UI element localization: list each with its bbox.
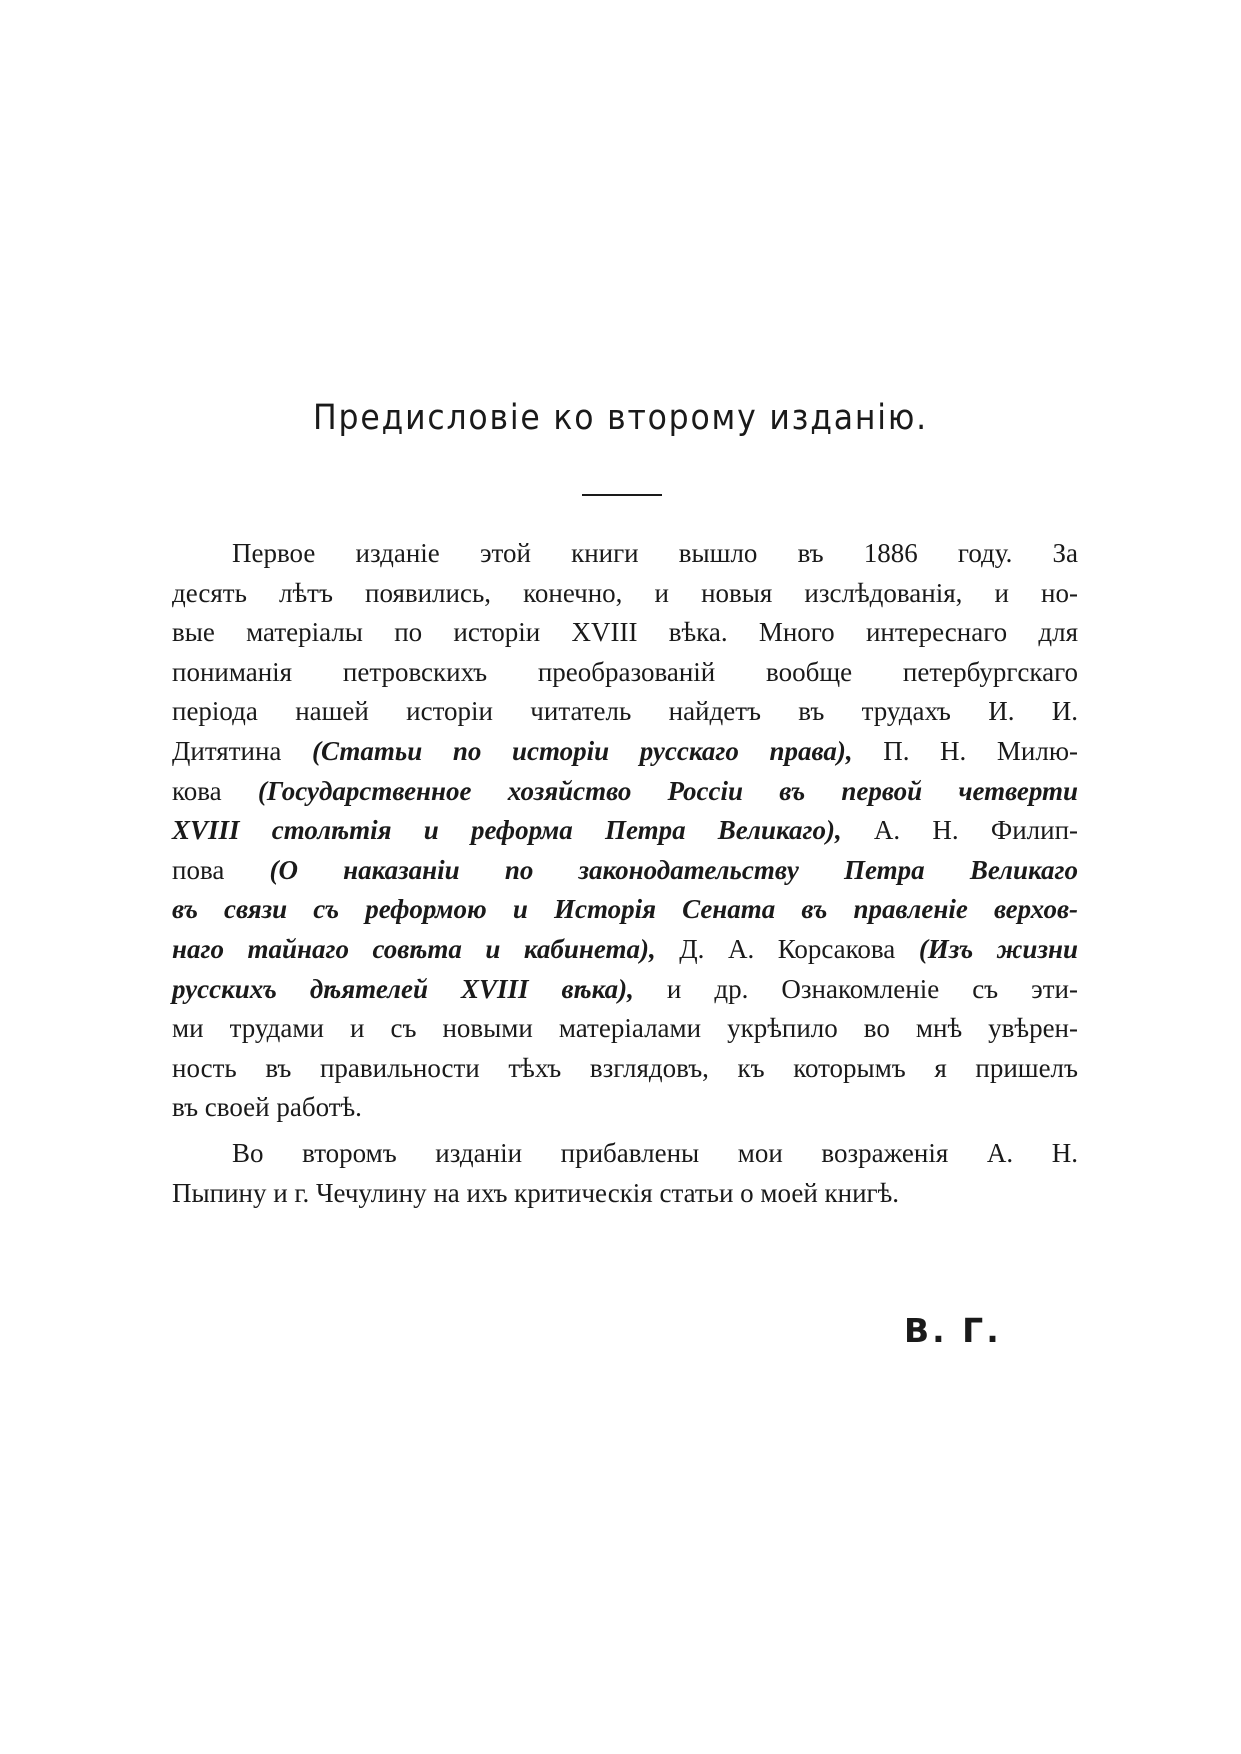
text-run: пова <box>172 854 270 885</box>
italic-title: (Изъ жизни <box>918 933 1078 964</box>
text-run: ность въ правильности тѣхъ взглядовъ, къ которымъ я пришелъ <box>172 1052 1078 1083</box>
text-run: періода нашей исторіи читатель найдетъ въ трудахъ И. И. <box>172 696 1078 727</box>
preface-body <box>172 534 1078 1213</box>
heading-rule <box>582 494 662 496</box>
text-run: Во второмъ изданіи прибавлены мои возраженія А. Н. <box>232 1137 1078 1168</box>
text-line <box>172 534 1078 574</box>
italic-title: наго тайнаго совѣта и кабинета), <box>172 933 656 964</box>
text-line <box>172 772 1078 812</box>
paragraph <box>172 534 1078 1128</box>
text-run: Дитятина <box>172 735 313 766</box>
text-line <box>172 890 1078 930</box>
text-run: кова <box>172 775 258 806</box>
text-line <box>172 1134 1078 1174</box>
text-run: Пыпину и г. Чечулину на ихъ критическія статьи о моей книгѣ. <box>172 1177 900 1208</box>
italic-title: (О наказаніи по законодательству Петра Великаго <box>269 854 1078 885</box>
text-run: пониманія петровскихъ преобразованій вообще петербургскаго <box>172 656 1078 687</box>
text-run: А. Н. Филип- <box>841 815 1079 846</box>
text-run: вые матеріалы по исторіи XVIII вѣка. Много интереснаго для <box>172 617 1078 648</box>
text-run: въ своей работѣ. <box>172 1092 362 1123</box>
italic-title: XVIII столѣтія и реформа Петра Великаго), <box>172 815 842 846</box>
italic-title: (Государственное хозяйство Россіи въ первой четверти <box>257 775 1078 806</box>
text-line <box>172 1088 1078 1128</box>
text-run: десять лѣтъ появились, конечно, и новыя изслѣдованія, и но- <box>172 577 1078 608</box>
text-run: Д. А. Корсакова <box>655 933 919 964</box>
text-run: и др. Ознакомленіе съ эти- <box>633 973 1078 1004</box>
italic-title: въ связи съ реформою и Исторія Сената въ правленіе верхов- <box>172 894 1078 925</box>
text-run: П. Н. Милю- <box>852 735 1078 766</box>
text-line <box>172 613 1078 653</box>
paragraph <box>172 1134 1078 1213</box>
text-line <box>172 574 1078 614</box>
text-line <box>172 1009 1078 1049</box>
text-line <box>172 1174 1078 1214</box>
text-line <box>172 653 1078 693</box>
preface-heading: Предисловіе ко второму изданію. <box>313 398 928 438</box>
text-line <box>172 930 1078 970</box>
author-initials: В. Г. <box>904 1311 1002 1350</box>
text-line <box>172 851 1078 891</box>
text-run: Первое изданіе этой книги вышло въ 1886 году. За <box>232 538 1078 568</box>
text-line <box>172 970 1078 1010</box>
text-run: ми трудами и съ новыми матеріалами укрѣпило во мнѣ увѣрен- <box>172 1013 1078 1044</box>
text-line <box>172 811 1078 851</box>
text-line <box>172 692 1078 732</box>
text-line <box>172 732 1078 772</box>
italic-title: (Статьи по исторіи русскаго права), <box>312 735 853 766</box>
text-line <box>172 1049 1078 1089</box>
italic-title: русскихъ дѣятелей XVIII вѣка), <box>172 973 634 1004</box>
